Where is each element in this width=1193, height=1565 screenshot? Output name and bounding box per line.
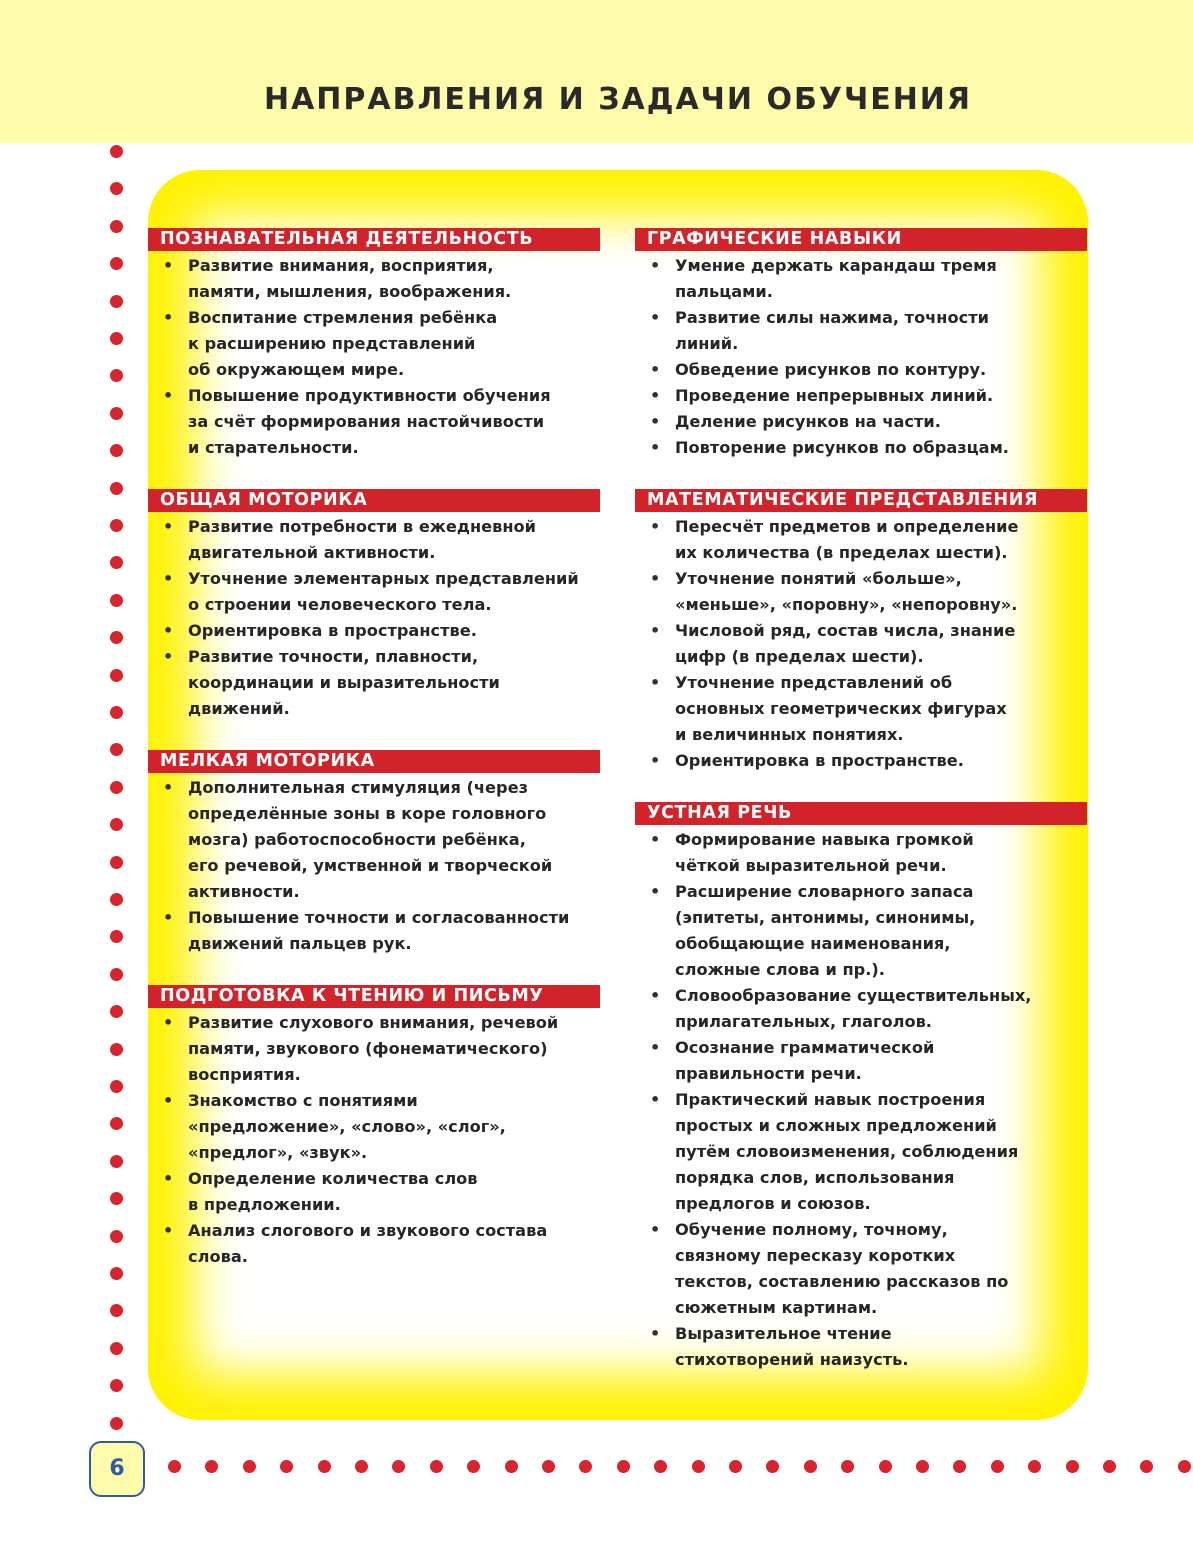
- list-item-text: Выразительное чтение стихотворений наизусть.: [675, 1324, 909, 1369]
- bullet-icon: •: [650, 1324, 661, 1343]
- dot: [110, 332, 123, 345]
- list-item: [635, 435, 1087, 461]
- section: [148, 489, 600, 722]
- dot: [953, 1460, 966, 1473]
- page-title: НАПРАВЛЕНИЯ И ЗАДАЧИ ОБУЧЕНИЯ: [263, 82, 973, 117]
- dot: [110, 182, 123, 195]
- bullet-list: [148, 775, 600, 957]
- bullet-icon: •: [650, 673, 661, 692]
- bullet-icon: •: [650, 882, 661, 901]
- dot: [110, 1267, 123, 1280]
- bullet-list: [635, 827, 1087, 1373]
- list-item: [635, 253, 1087, 305]
- bullet-icon: •: [650, 1090, 661, 1109]
- dot: [505, 1460, 518, 1473]
- list-item: [635, 514, 1087, 566]
- list-item: [635, 305, 1087, 357]
- section-header: УСТНАЯ РЕЧЬ: [635, 802, 1087, 825]
- list-item-text: Повторение рисунков по образцам.: [675, 438, 1009, 457]
- dot: [110, 1005, 123, 1018]
- bullet-icon: •: [650, 438, 661, 457]
- dot: [355, 1460, 368, 1473]
- dot: [692, 1460, 705, 1473]
- list-item-text: Уточнение элементарных представлений о строении человеческого тела.: [188, 569, 579, 614]
- section: [148, 750, 600, 957]
- bullet-list: [635, 253, 1087, 461]
- bullet-icon: •: [650, 1038, 661, 1057]
- dot: [841, 1460, 854, 1473]
- dot: [110, 818, 123, 831]
- section-header: ОБЩАЯ МОТОРИКА: [148, 489, 600, 512]
- bullet-icon: •: [163, 517, 174, 536]
- dot: [110, 743, 123, 756]
- page-number: 6: [89, 1441, 145, 1497]
- list-item-text: Ориентировка в пространстве.: [188, 621, 477, 640]
- dot: [110, 706, 123, 719]
- bullet-list: [148, 1010, 600, 1270]
- list-item: [148, 1010, 600, 1088]
- list-item: [635, 1087, 1087, 1217]
- bullet-icon: •: [163, 569, 174, 588]
- dot: [110, 1230, 123, 1243]
- list-item-text: Пересчёт предметов и определение их количества (в пределах шести).: [675, 517, 1019, 562]
- list-item-text: Повышение продуктивности обучения за счёт формирования настойчивости и старательности.: [188, 386, 551, 457]
- list-item-text: Умение держать карандаш тремя пальцами.: [675, 256, 997, 301]
- section-header: ПОЗНАВАТЕЛЬНАЯ ДЕЯТЕЛЬНОСТЬ: [148, 228, 600, 251]
- list-item-text: Анализ слогового и звукового состава слова.: [188, 1221, 548, 1266]
- dot: [542, 1460, 555, 1473]
- list-item-text: Обведение рисунков по контуру.: [675, 360, 987, 379]
- list-item: [635, 1035, 1087, 1087]
- bullet-list: [635, 514, 1087, 774]
- right-column: [635, 228, 1087, 1401]
- list-item-text: Словообразование существительных, прилагательных, глаголов.: [675, 986, 1032, 1031]
- dot: [243, 1460, 256, 1473]
- section-header: МАТЕМАТИЧЕСКИЕ ПРЕДСТАВЛЕНИЯ: [635, 489, 1087, 512]
- list-item: [635, 618, 1087, 670]
- dot: [110, 631, 123, 644]
- bullet-list: [148, 514, 600, 722]
- section: [148, 985, 600, 1270]
- bullet-icon: •: [650, 386, 661, 405]
- section-header: ГРАФИЧЕСКИЕ НАВЫКИ: [635, 228, 1087, 251]
- bullet-icon: •: [650, 621, 661, 640]
- bullet-icon: •: [163, 256, 174, 275]
- list-item: [148, 1166, 600, 1218]
- dot: [617, 1460, 630, 1473]
- list-item-text: Ориентировка в пространстве.: [675, 751, 964, 770]
- bullet-list: [148, 253, 600, 461]
- list-item: [148, 1088, 600, 1166]
- bullet-icon: •: [163, 386, 174, 405]
- bullet-icon: •: [650, 569, 661, 588]
- list-item-text: Развитие потребности в ежедневной двигательной активности.: [188, 517, 537, 562]
- dot: [110, 519, 123, 532]
- section-header: ПОДГОТОВКА К ЧТЕНИЮ И ПИСЬМУ: [148, 985, 600, 1008]
- dot: [579, 1460, 592, 1473]
- dot: [110, 594, 123, 607]
- dot: [467, 1460, 480, 1473]
- dot: [110, 369, 123, 382]
- dot: [1178, 1460, 1191, 1473]
- list-item-text: Проведение непрерывных линий.: [675, 386, 994, 405]
- bullet-icon: •: [650, 360, 661, 379]
- dot: [110, 1417, 123, 1430]
- bullet-icon: •: [650, 256, 661, 275]
- dot: [110, 856, 123, 869]
- list-item: [635, 357, 1087, 383]
- list-item-text: Осознание грамматической правильности речи.: [675, 1038, 935, 1083]
- bullet-icon: •: [163, 1091, 174, 1110]
- dot: [729, 1460, 742, 1473]
- list-item: [148, 566, 600, 618]
- dot: [110, 1192, 123, 1205]
- dot: [110, 1155, 123, 1168]
- list-item-text: Дополнительная стимуляция (через определённые зоны в коре головного мозга) работоспособности ребёнка, его речевой, умственной и творческой активности.: [188, 778, 553, 901]
- list-item: [635, 748, 1087, 774]
- list-item: [635, 383, 1087, 409]
- list-item-text: Развитие точности, плавности, координации и выразительности движений.: [188, 647, 500, 718]
- dot: [766, 1460, 779, 1473]
- list-item: [635, 409, 1087, 435]
- list-item: [148, 253, 600, 305]
- list-item-text: Знакомство с понятиями «предложение», «слово», «слог», «предлог», «звук».: [188, 1091, 506, 1162]
- dot: [110, 968, 123, 981]
- section: [635, 489, 1087, 774]
- bullet-icon: •: [650, 412, 661, 431]
- list-item: [148, 644, 600, 722]
- left-column: [148, 228, 600, 1298]
- section: [635, 228, 1087, 461]
- dot: [110, 1304, 123, 1317]
- bullet-icon: •: [163, 778, 174, 797]
- list-item-text: Уточнение представлений об основных геометрических фигурах и величинных понятиях.: [675, 673, 1007, 744]
- dot: [110, 781, 123, 794]
- dot: [1103, 1460, 1116, 1473]
- dot: [1028, 1460, 1041, 1473]
- bullet-icon: •: [650, 1220, 661, 1239]
- dot: [654, 1460, 667, 1473]
- list-item-text: Уточнение понятий «больше», «меньше», «поровну», «непоровну».: [675, 569, 1018, 614]
- dot: [991, 1460, 1004, 1473]
- dot: [110, 220, 123, 233]
- list-item: [635, 983, 1087, 1035]
- dot: [110, 257, 123, 270]
- list-item: [148, 905, 600, 957]
- bullet-icon: •: [163, 1221, 174, 1240]
- dot: [110, 1342, 123, 1355]
- dot: [168, 1460, 181, 1473]
- dot: [110, 1117, 123, 1130]
- bullet-icon: •: [650, 751, 661, 770]
- list-item: [148, 775, 600, 905]
- dot: [205, 1460, 218, 1473]
- list-item-text: Расширение словарного запаса (эпитеты, антонимы, синонимы, обобщающие наименования, сложные слова и пр.).: [675, 882, 976, 979]
- list-item-text: Развитие силы нажима, точности линий.: [675, 308, 989, 353]
- list-item: [148, 383, 600, 461]
- bullet-icon: •: [163, 308, 174, 327]
- bullet-icon: •: [650, 986, 661, 1005]
- dot: [879, 1460, 892, 1473]
- list-item-text: Деление рисунков на части.: [675, 412, 941, 431]
- dot: [110, 1379, 123, 1392]
- list-item: [635, 670, 1087, 748]
- list-item-text: Воспитание стремления ребёнка к расширению представлений об окружающем мире.: [188, 308, 498, 379]
- bullet-icon: •: [163, 1169, 174, 1188]
- list-item-text: Обучение полному, точному, связному пересказу коротких текстов, составлению рассказов по сюжетным картинам.: [675, 1220, 1009, 1317]
- dot: [110, 1080, 123, 1093]
- section: [148, 228, 600, 461]
- bullet-icon: •: [650, 308, 661, 327]
- dot: [110, 444, 123, 457]
- bullet-icon: •: [650, 830, 661, 849]
- dot: [110, 145, 123, 158]
- section-header: МЕЛКАЯ МОТОРИКА: [148, 750, 600, 773]
- list-item-text: Определение количества слов в предложении.: [188, 1169, 478, 1214]
- list-item: [148, 618, 600, 644]
- dot: [280, 1460, 293, 1473]
- list-item-text: Практический навык построения простых и сложных предложений путём словоизменения, соблюдения порядка слов, использования предлогов и союзов.: [675, 1090, 1019, 1213]
- list-item: [635, 879, 1087, 983]
- dot: [392, 1460, 405, 1473]
- list-item: [635, 1217, 1087, 1321]
- list-item-text: Формирование навыка громкой чёткой выразительной речи.: [675, 830, 974, 875]
- bullet-icon: •: [163, 908, 174, 927]
- section: [635, 802, 1087, 1373]
- dot: [430, 1460, 443, 1473]
- dot: [110, 669, 123, 682]
- dot: [1066, 1460, 1079, 1473]
- dot: [110, 556, 123, 569]
- dot: [110, 1043, 123, 1056]
- list-item-text: Развитие слухового внимания, речевой памяти, звукового (фонематического) восприятия.: [188, 1013, 559, 1084]
- list-item-text: Повышение точности и согласованности движений пальцев рук.: [188, 908, 570, 953]
- dot: [110, 295, 123, 308]
- top-band: [0, 0, 1193, 143]
- bullet-icon: •: [650, 517, 661, 536]
- list-item: [635, 827, 1087, 879]
- dot: [916, 1460, 929, 1473]
- dot: [318, 1460, 331, 1473]
- dot: [1140, 1460, 1153, 1473]
- list-item: [148, 514, 600, 566]
- dot: [804, 1460, 817, 1473]
- list-item-text: Развитие внимания, восприятия, памяти, мышления, воображения.: [188, 256, 512, 301]
- list-item-text: Числовой ряд, состав числа, знание цифр (в пределах шести).: [675, 621, 1016, 666]
- list-item: [148, 305, 600, 383]
- bullet-icon: •: [163, 647, 174, 666]
- list-item: [635, 1321, 1087, 1373]
- list-item: [635, 566, 1087, 618]
- bullet-icon: •: [163, 1013, 174, 1032]
- list-item: [148, 1218, 600, 1270]
- dot: [110, 482, 123, 495]
- bullet-icon: •: [163, 621, 174, 640]
- dot: [110, 407, 123, 420]
- dot: [110, 893, 123, 906]
- dot: [110, 930, 123, 943]
